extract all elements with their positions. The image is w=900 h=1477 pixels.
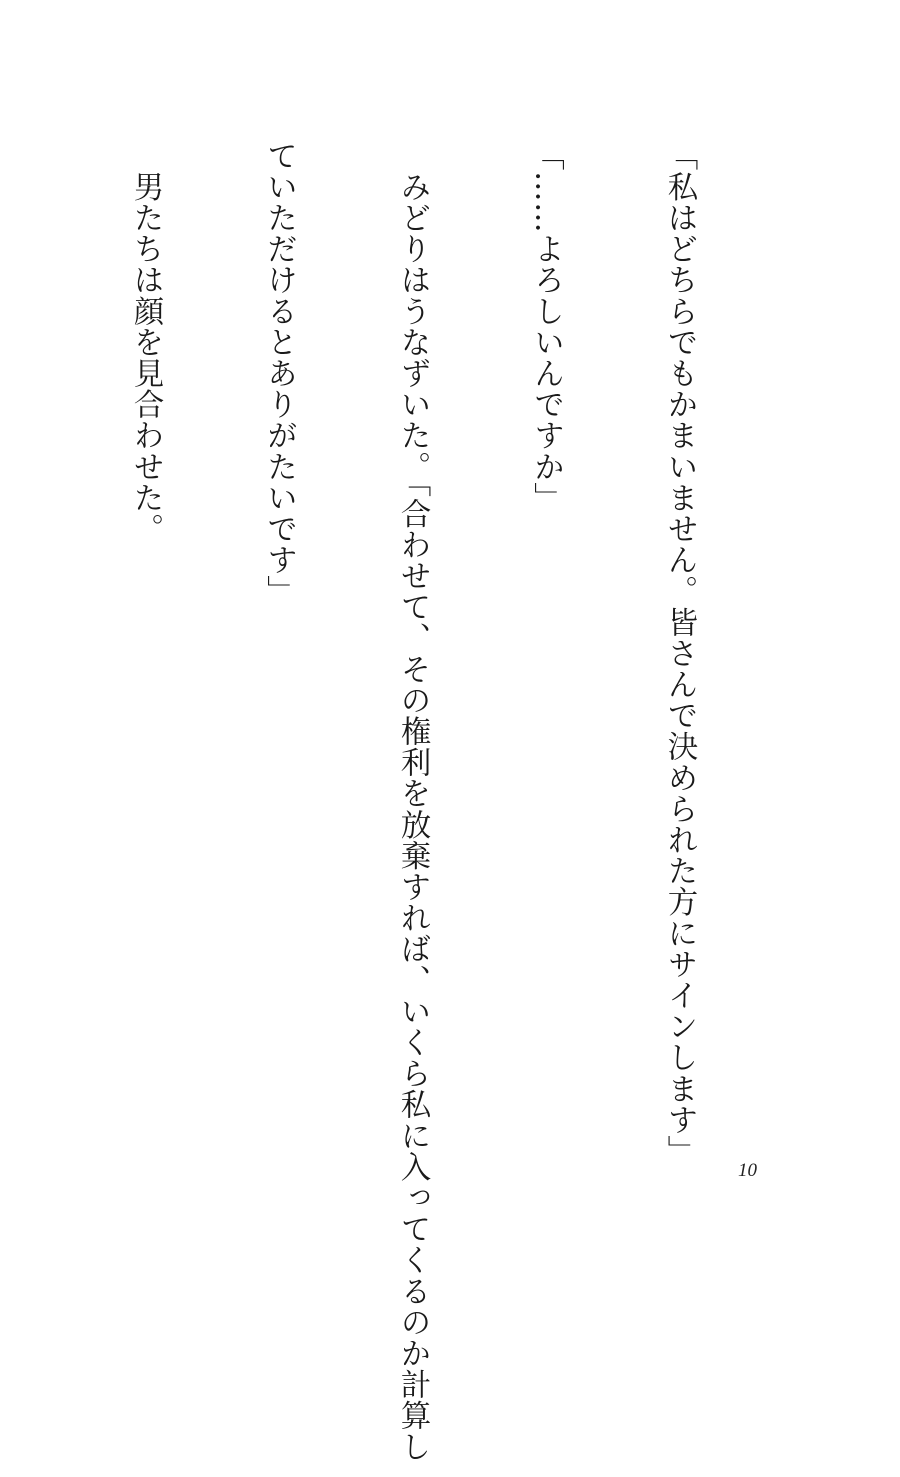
text-line: ていただけるとありがたいです」	[261, 140, 297, 607]
text-line: 「私はどちらでもかまいません。皆さんで決められた方にサインします」	[662, 140, 697, 1167]
text-line: 男たちは顔を見合わせた。	[128, 140, 163, 545]
page-number: 10	[738, 1160, 757, 1181]
section-break	[0, 140, 34, 1150]
text-line: みどりはうなずいた。「合わせて、その権利を放棄すれば、いくら私に入ってくるのか計算し	[395, 140, 430, 1463]
text-line: 「……よろしいんですか」	[528, 140, 564, 514]
